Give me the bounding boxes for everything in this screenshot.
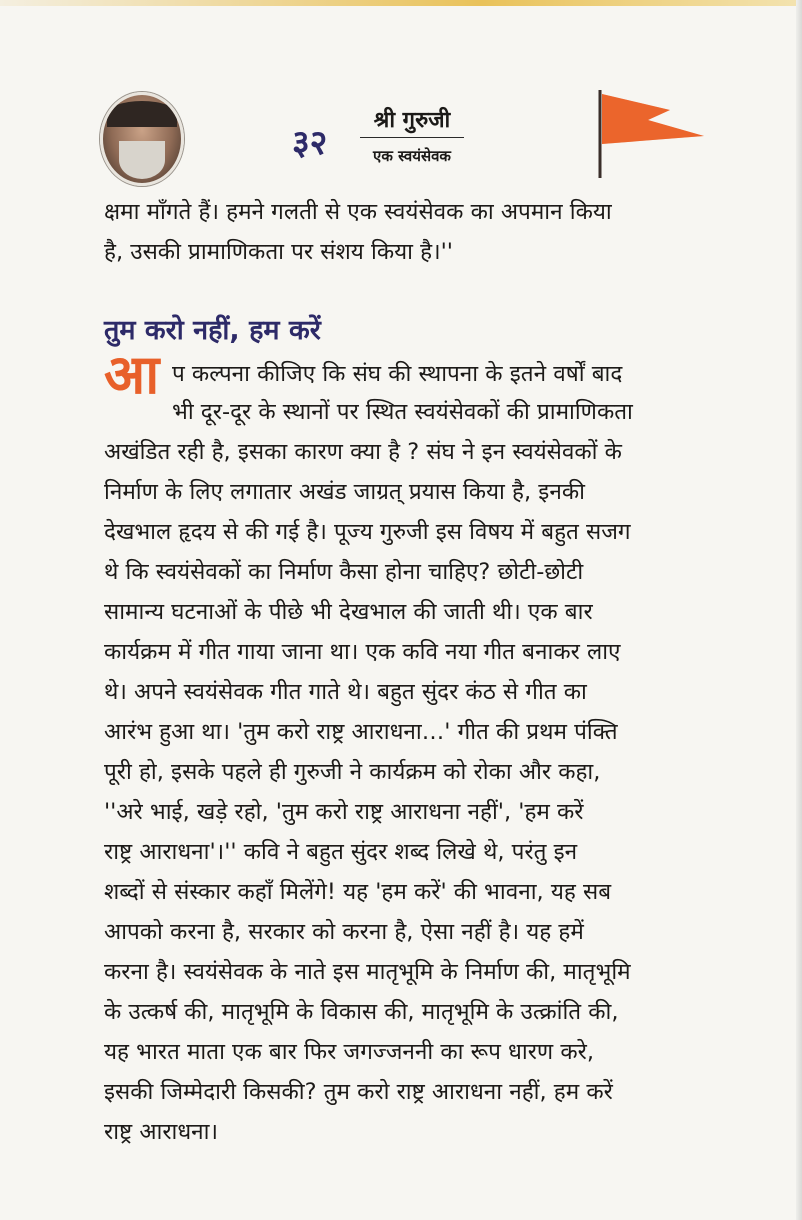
body-line: पूरी हो, इसके पहले ही गुरुजी ने कार्यक्रम को रोका और कहा, bbox=[104, 759, 601, 785]
body-line: आरंभ हुआ था। 'तुम करो राष्ट्र आराधना…' गीत की प्रथम पंक्ति bbox=[104, 719, 618, 745]
saffron-flag-icon bbox=[596, 88, 708, 180]
page-right-edge bbox=[796, 0, 802, 1220]
page-number: ३२ bbox=[292, 123, 328, 163]
section-heading: तुम करो नहीं, हम करें bbox=[104, 315, 321, 346]
body-line: थे कि स्वयंसेवकों का निर्माण कैसा होना चाहिए? छोटी-छोटी bbox=[104, 559, 584, 585]
body-line: देखभाल हृदय से की गई है। पूज्य गुरुजी इस विषय में बहुत सजग bbox=[104, 519, 631, 545]
body-line: शब्दों से संस्कार कहाँ मिलेंगे! यह 'हम करें' की भावना, यह सब bbox=[104, 879, 612, 905]
body-line: राष्ट्र आराधना। bbox=[104, 1119, 219, 1145]
drop-cap: आ bbox=[104, 343, 160, 406]
body-line: के उत्कर्ष की, मातृभूमि के विकास की, मातृभूमि के उत्क्रांति की, bbox=[104, 999, 619, 1025]
book-subtitle: एक स्वयंसेवक bbox=[373, 147, 451, 165]
body-line: थे। अपने स्वयंसेवक गीत गाते थे। बहुत सुंदर कंठ से गीत का bbox=[104, 679, 587, 705]
body-line: आपको करना है, सरकार को करना है, ऐसा नहीं है। यह हमें bbox=[104, 919, 584, 945]
body-line: प कल्पना कीजिए कि संघ की स्थापना के इतने वर्षों बाद bbox=[172, 361, 623, 387]
intro-line: क्षमा माँगते हैं। हमने गलती से एक स्वयंसेवक का अपमान किया bbox=[104, 199, 612, 225]
body-line: करना है। स्वयंसेवक के नाते इस मातृभूमि के निर्माण की, मातृभूमि bbox=[104, 959, 631, 985]
intro-line: है, उसकी प्रामाणिकता पर संशय किया है।'' bbox=[104, 239, 453, 265]
body-line: कार्यक्रम में गीत गाया जाना था। एक कवि नया गीत बनाकर लाए bbox=[104, 639, 621, 665]
body-line: अखंडित रही है, इसका कारण क्या है ? संघ ने इन स्वयंसेवकों के bbox=[104, 439, 622, 465]
portrait-icon bbox=[100, 92, 184, 186]
body-line: राष्ट्र आराधना'।'' कवि ने बहुत सुंदर शब्द लिखे थे, परंतु इन bbox=[104, 839, 578, 865]
body-line: यह भारत माता एक बार फिर जगज्जननी का रूप धारण करे, bbox=[104, 1039, 594, 1065]
body-line: ''अरे भाई, खड़े रहो, 'तुम करो राष्ट्र आराधना नहीं', 'हम करें bbox=[104, 799, 584, 825]
body-line: सामान्य घटनाओं के पीछे भी देखभाल की जाती थी। एक बार bbox=[104, 599, 593, 625]
body-line: निर्माण के लिए लगातार अखंड जाग्रत् प्रयास किया है, इनकी bbox=[104, 479, 585, 505]
book-title: श्री गुरुजी bbox=[360, 104, 464, 138]
body-line: इसकी जिम्मेदारी किसकी? तुम करो राष्ट्र आराधना नहीं, हम करें bbox=[104, 1079, 613, 1105]
body-line: भी दूर-दूर के स्थानों पर स्थित स्वयंसेवकों की प्रामाणिकता bbox=[172, 399, 633, 425]
page-top-edge bbox=[0, 0, 802, 6]
